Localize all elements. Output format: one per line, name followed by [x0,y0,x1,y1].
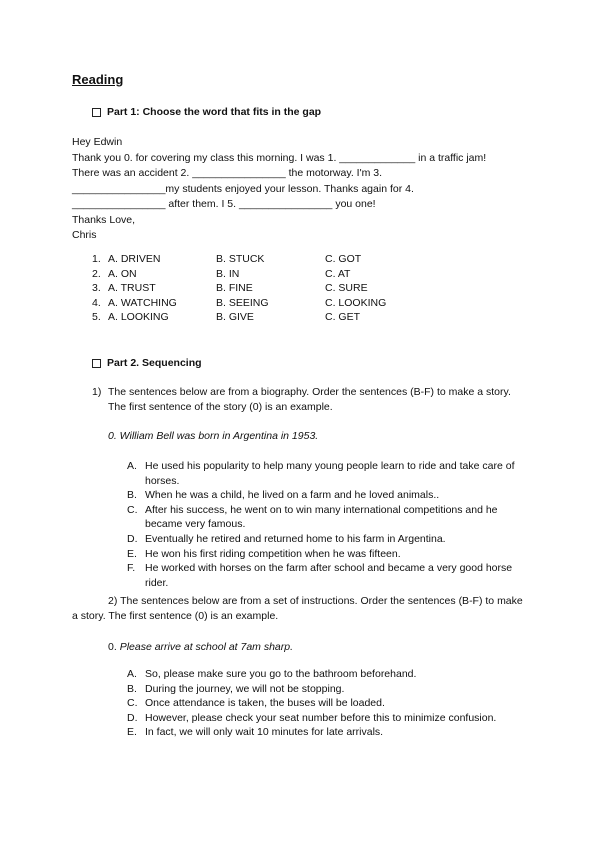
option-b: B. STUCK [216,253,265,265]
option-row [92,252,405,267]
item-text: Eventually he retired and returned home to his farm in Argentina. [145,532,446,545]
item-text: So, please make sure you go to the bathroom beforehand. [145,668,417,680]
instruction-sentences [127,667,522,740]
list-item [127,488,522,503]
part2-heading-text: Part 2. Sequencing [107,357,202,369]
answer-options [92,252,405,325]
item-label: C. [127,697,138,710]
letter-line: Hey Edwin [72,136,123,148]
option-a: A. TRUST [108,282,156,295]
example-sentence: 0. William Bell was born in Argentina in 1953. [108,430,319,442]
letter-line: Chris [72,229,97,241]
item-text: He won his first riding competition when he was fifteen. [145,547,401,560]
option-number: 2. [92,267,101,280]
part2-heading [92,357,202,369]
option-b: B. GIVE [216,311,254,324]
item-text: During the journey, we will not be stopping. [145,682,345,695]
item-label: F. [127,562,136,575]
item-text: He used his popularity to help many young people learn to ride and take care of horses. [145,460,515,487]
option-c: C. LOOKING [325,296,387,309]
checkbox-icon [92,359,101,368]
letter-text [72,135,552,244]
item-label: B. [127,682,137,695]
letter-line: Thank you 0. for covering my class this morning. I was 1. _____________ in a traffic jam! [72,151,487,164]
option-a: A. DRIVEN [108,253,161,265]
option-c: C. AT [325,267,351,280]
item-text: He worked with horses on the farm after school and became a very good horse rider. [145,562,513,589]
letter-line: ________________ after them. I 5. ________________ you one! [72,198,376,210]
question-text: The sentences below are from a biography. Order the sentences (B-F) to make a story. The first sentence of the story (0) is an example. [108,386,511,413]
option-number: 3. [92,282,101,295]
option-row [92,310,405,325]
item-label: D. [127,711,138,724]
option-b: B. FINE [216,282,253,295]
list-item [127,696,522,711]
list-item [127,725,522,740]
list-item [127,667,522,682]
option-c: C. GET [325,311,361,324]
item-label: A. [127,668,137,680]
letter-line: There was an accident 2. ________________ the motorway. I'm 3. [72,167,383,179]
question-2: 2) The sentences below are from a set of instructions. Order the sentences (B-F) to make a story. The first sentence (0) is an example. [72,595,523,622]
list-item [127,547,522,562]
option-a: A. WATCHING [108,296,177,309]
item-label: D. [127,532,138,545]
part1-heading-text: Part 1: Choose the word that fits in the gap [107,106,322,118]
item-text: Once attendance is taken, the buses will be loaded. [145,697,385,710]
page-title: Reading [72,72,124,87]
option-row [92,296,405,311]
option-row [92,267,405,282]
item-label: E. [127,726,137,739]
letter-line: ________________my students enjoyed your lesson. Thanks again for 4. [72,182,414,195]
option-a: A. ON [108,267,137,280]
example-number: 0. [108,641,117,653]
example-text: Please arrive at school at 7am sharp. [119,641,294,653]
item-label: A. [127,460,137,472]
list-item [127,532,522,547]
letter-line: Thanks Love, [72,213,136,226]
item-label: C. [127,503,138,516]
question-1 [92,385,522,414]
option-a: A. LOOKING [108,311,169,324]
list-item [127,459,522,488]
item-label: E. [127,547,137,560]
part1-heading [92,106,321,118]
biography-sentences [127,459,522,590]
list-item [127,561,522,590]
item-text: In fact, we will only wait 10 minutes for late arrivals. [145,726,384,739]
list-item [127,711,522,726]
item-text: When he was a child, he lived on a farm and he loved animals.. [145,489,440,502]
question-number: 1) [92,386,102,398]
option-number: 1. [92,253,101,265]
option-number: 4. [92,296,101,309]
list-item [127,682,522,697]
item-label: B. [127,489,137,502]
item-text: After his success, he went on to win many international competitions and he became very famous. [145,503,498,531]
list-item [127,503,522,532]
option-c: C. SURE [325,282,368,295]
item-text: However, please check your seat number before this to minimize confusion. [145,711,497,724]
example-sentence [108,641,293,653]
checkbox-icon [92,108,101,117]
option-number: 5. [92,311,101,324]
option-row [92,281,405,296]
option-c: C. GOT [325,253,362,265]
option-b: B. IN [216,267,240,280]
option-b: B. SEEING [216,296,269,309]
